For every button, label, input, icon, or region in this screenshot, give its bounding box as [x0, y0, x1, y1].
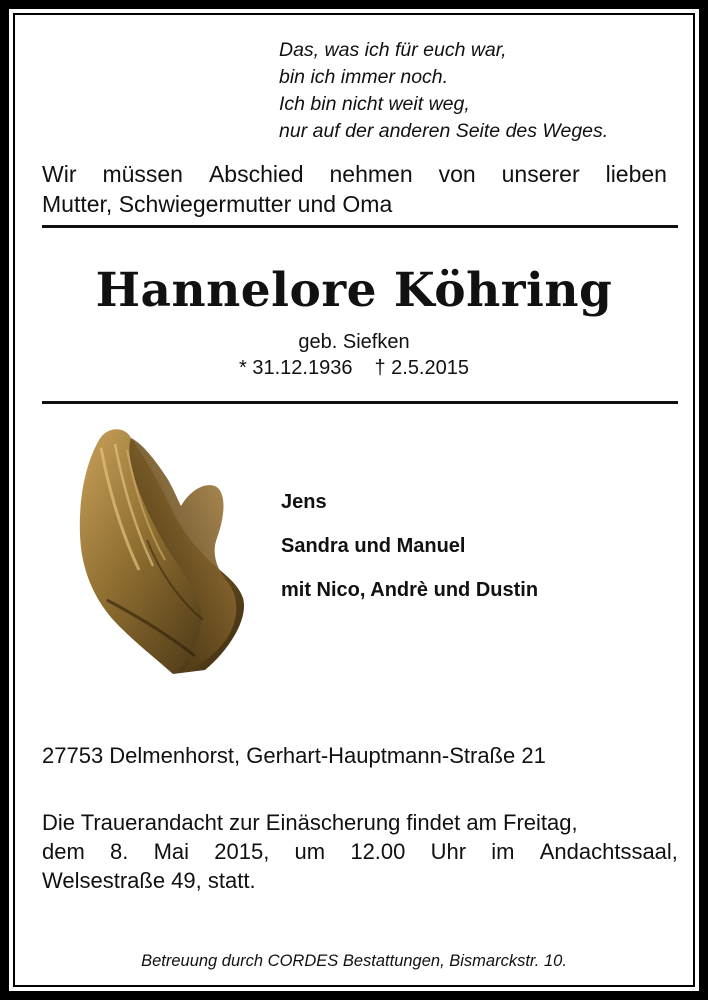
intro-word: Abschied [208, 161, 304, 187]
service-word: Uhr [430, 839, 467, 864]
poem-line: Das, was ich für euch war, [279, 39, 507, 61]
mourners-list [281, 491, 538, 623]
intro-word: unserer [501, 161, 580, 187]
poem-line: nur auf der anderen Seite des Weges. [279, 120, 609, 142]
service-announcement [42, 808, 678, 895]
life-dates [15, 356, 693, 380]
service-word: Mai [153, 839, 190, 864]
notice-inner-frame [13, 13, 695, 987]
poem-line: Ich bin nicht weit weg, [279, 93, 470, 115]
mourner-line: Sandra und Manuel [281, 535, 466, 557]
praying-hands-image [77, 420, 247, 675]
service-word: um [294, 839, 326, 864]
service-word: dem [42, 839, 85, 864]
mourner-line: mit Nico, Andrè und Dustin [281, 579, 539, 601]
poem-line: bin ich immer noch. [279, 66, 449, 88]
service-word: 2015, [214, 839, 270, 864]
intro-line-2: Mutter, Schwiegermutter und Oma [42, 191, 393, 217]
deceased-name: Hannelore Köhring [95, 263, 613, 318]
intro-word: lieben [605, 161, 667, 187]
service-line-2 [42, 837, 678, 866]
intro-word: müssen [102, 161, 183, 187]
divider-middle [42, 401, 678, 404]
family-address: 27753 Delmenhorst, Gerhart-Hauptmann-Straße 21 [42, 743, 546, 768]
service-word: im [491, 839, 515, 864]
service-line-1: Die Trauerandacht zur Einäscherung findet am Freitag, [42, 810, 578, 835]
intro-text [42, 159, 667, 219]
poem [279, 37, 608, 145]
intro-line-1 [42, 159, 667, 189]
funeral-home-credit: Betreuung durch CORDES Bestattungen, Bismarckstr. 10. [141, 952, 567, 970]
divider-top [42, 225, 678, 228]
notice-outer-frame [9, 9, 699, 991]
mourner-line: Jens [281, 491, 327, 513]
born-name: geb. Siefken [298, 331, 410, 353]
intro-word: nehmen [329, 161, 413, 187]
service-word: 8. [110, 839, 129, 864]
intro-word: Wir [42, 161, 77, 187]
service-word: 12.00 [350, 839, 406, 864]
birth-date: * 31.12.1936 [239, 357, 353, 379]
death-date: † 2.5.2015 [374, 357, 469, 379]
intro-word: von [438, 161, 476, 187]
service-line-3: Welsestraße 49, statt. [42, 868, 256, 893]
service-word: Andachtssaal, [539, 839, 678, 864]
